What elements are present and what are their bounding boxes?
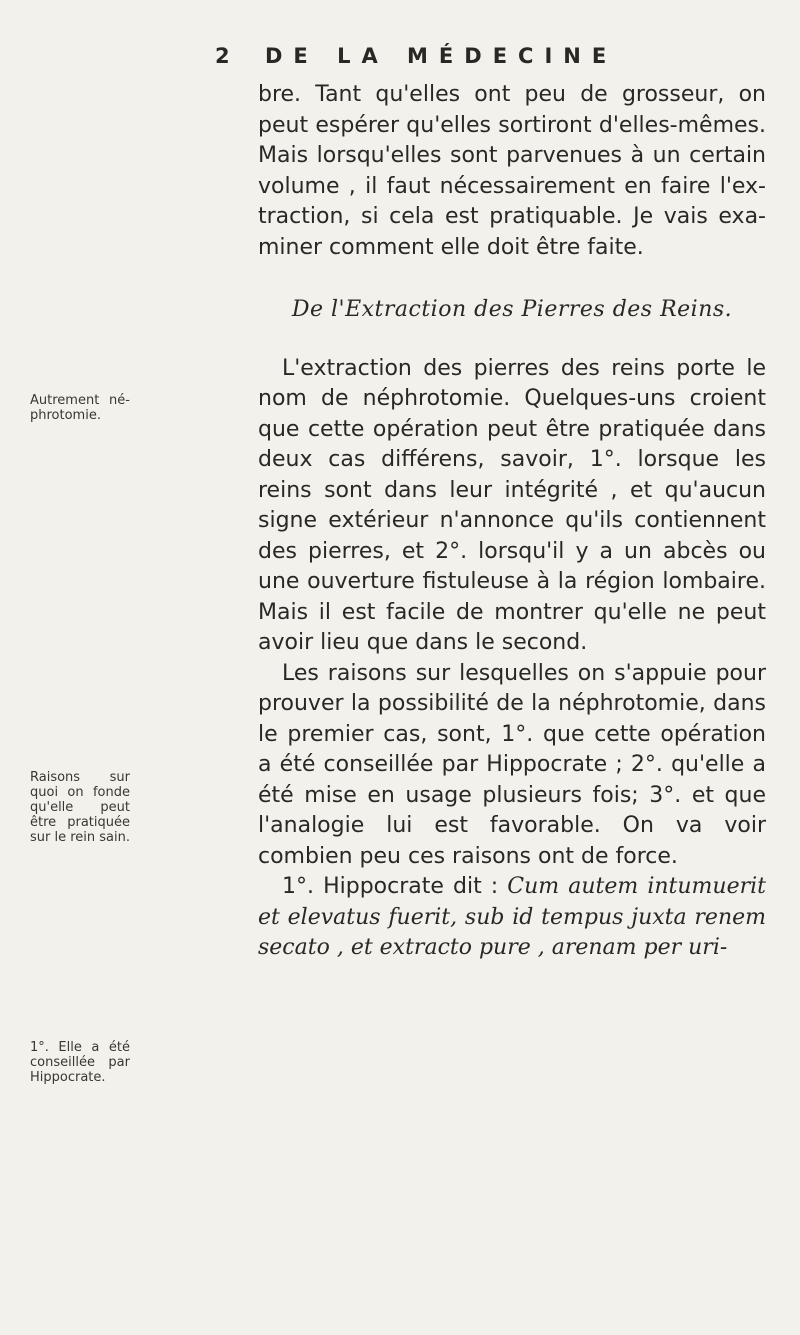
- paragraph-nephrotomy: L'extraction des pierres des reins porte le nom de néphrotomie. Quelques-uns croient que cette opération peut être pratiquée dans deux cas différens, savoir, 1°. lorsque les reins sont dans leur intégrité , et qu'aucun signe extérieur n'annonce qu'ils contiennent des pierres, et 2°. lorsqu'il y a un abcès ou une ouverture fistuleuse à la région lombaire. Mais il est facile de montrer qu'elle ne peut avoir lieu que dans le second.: [258, 355, 766, 655]
- paragraph-hippocrates: [258, 872, 766, 964]
- margin-note-reasons: Raisons sur quoi on fonde qu'elle peut être pratiquée sur le rein sain.: [30, 770, 130, 845]
- latin-quote: Cum autem intumuerit et elevatus fuerit, sub id tempus juxta renem secato , et extracto pure , arenam per uri-: [258, 874, 767, 960]
- margin-note-hippocrates: 1°. Elle a été conseillée par Hippocrate.: [30, 1040, 130, 1085]
- margin-note-nephrotomy: Autrement né-phrotomie.: [30, 393, 130, 423]
- page-number: 2: [215, 44, 232, 68]
- hippocrates-lead: 1°. Hippocrate dit :: [282, 874, 508, 899]
- section-title: De l'Extraction des Pierres des Reins.: [291, 297, 733, 322]
- page-header: [215, 44, 760, 74]
- main-text: [258, 80, 766, 964]
- running-title: DE LA MÉDECINE: [265, 44, 618, 68]
- paragraph-reasons: Les raisons sur lesquelles on s'appuie pour prouver la possibilité de la néphrotomie, dans le premier cas, sont, 1°. que cette opération a été conseillée par Hippocrate ; 2°. qu'elle a été mise en usage plusieurs fois; 3°. et que l'analogie lui est favorable. On va voir combien peu ces raisons ont de force.: [258, 660, 766, 869]
- paragraph-continuation: bre. Tant qu'elles ont peu de grosseur, on peut espérer qu'elles sortiront d'elles-mêmes. Mais lorsqu'elles sont parvenues à un certain volume , il faut nécessairement en faire l'ex-traction, si cela est pratiquable. Je vais exa-miner comment elle doit être faite.: [258, 82, 766, 260]
